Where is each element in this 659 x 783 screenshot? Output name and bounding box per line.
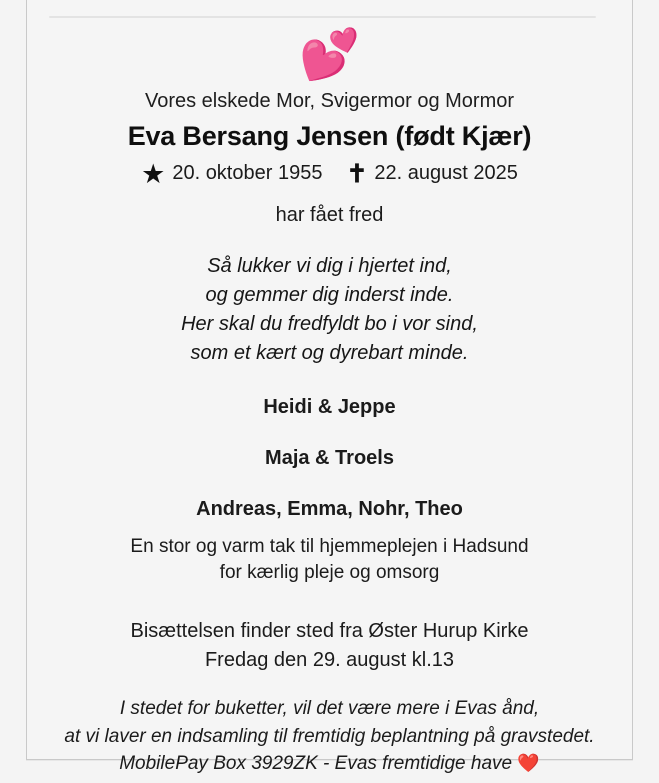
ceremony-line: Bisættelsen finder sted fra Øster Hurup Kirke <box>130 620 529 643</box>
donation-request <box>49 695 610 778</box>
donation-line: I stedet for buketter, vil det være mere i Evas ånd, <box>119 698 540 720</box>
two-hearts-icon: 💕 <box>298 27 360 82</box>
poem-line: Her skal du fredfyldt bo i vor sind, <box>181 313 478 336</box>
memorial-poem <box>49 252 610 369</box>
ceremony-line: Fredag den 29. august kl.13 <box>204 648 455 671</box>
birth-date: 20. oktober 1955 <box>172 162 323 185</box>
poem-line: som et kært og dyrebart minde. <box>190 342 469 365</box>
peace-line: har fået fred <box>275 203 384 226</box>
death-date: 22. august 2025 <box>374 162 518 185</box>
poem-line: Så lukker vi dig i hjertet ind, <box>207 254 452 277</box>
poem-line: og gemmer dig inderst inde. <box>205 283 454 306</box>
card-content-wrapper <box>27 0 632 775</box>
star-icon: ★ <box>141 158 166 189</box>
red-heart-icon: ❤️ <box>517 753 540 774</box>
life-dates-row <box>49 160 610 187</box>
relation-line: Vores elskede Mor, Svigermor og Mormor <box>144 90 515 112</box>
thanks-line: En stor og varm tak til hjemmeplejen i Hadsund <box>130 535 529 557</box>
family-line: Andreas, Emma, Nohr, Theo <box>196 497 463 520</box>
cross-icon: ✝ <box>346 159 368 188</box>
obituary-content <box>49 0 610 778</box>
ceremony-details <box>49 617 610 674</box>
memorial-notice-card <box>26 0 633 775</box>
deceased-name: Eva Bersang Jensen (født Kjær) <box>127 121 532 151</box>
family-line: Heidi & Jeppe <box>263 395 396 418</box>
family-line: Maja & Troels <box>265 446 394 469</box>
thanks-line: for kærlig pleje og omsorg <box>219 562 440 584</box>
thanks-message <box>49 534 610 588</box>
donation-line: at vi laver en indsamling til fremtidig beplantning på gravstedet. <box>64 725 595 747</box>
top-divider <box>49 16 596 18</box>
mobilepay-text: MobilePay Box 3929ZK - Evas fremtidige have <box>119 753 518 775</box>
donation-line-mobilepay <box>49 750 610 778</box>
